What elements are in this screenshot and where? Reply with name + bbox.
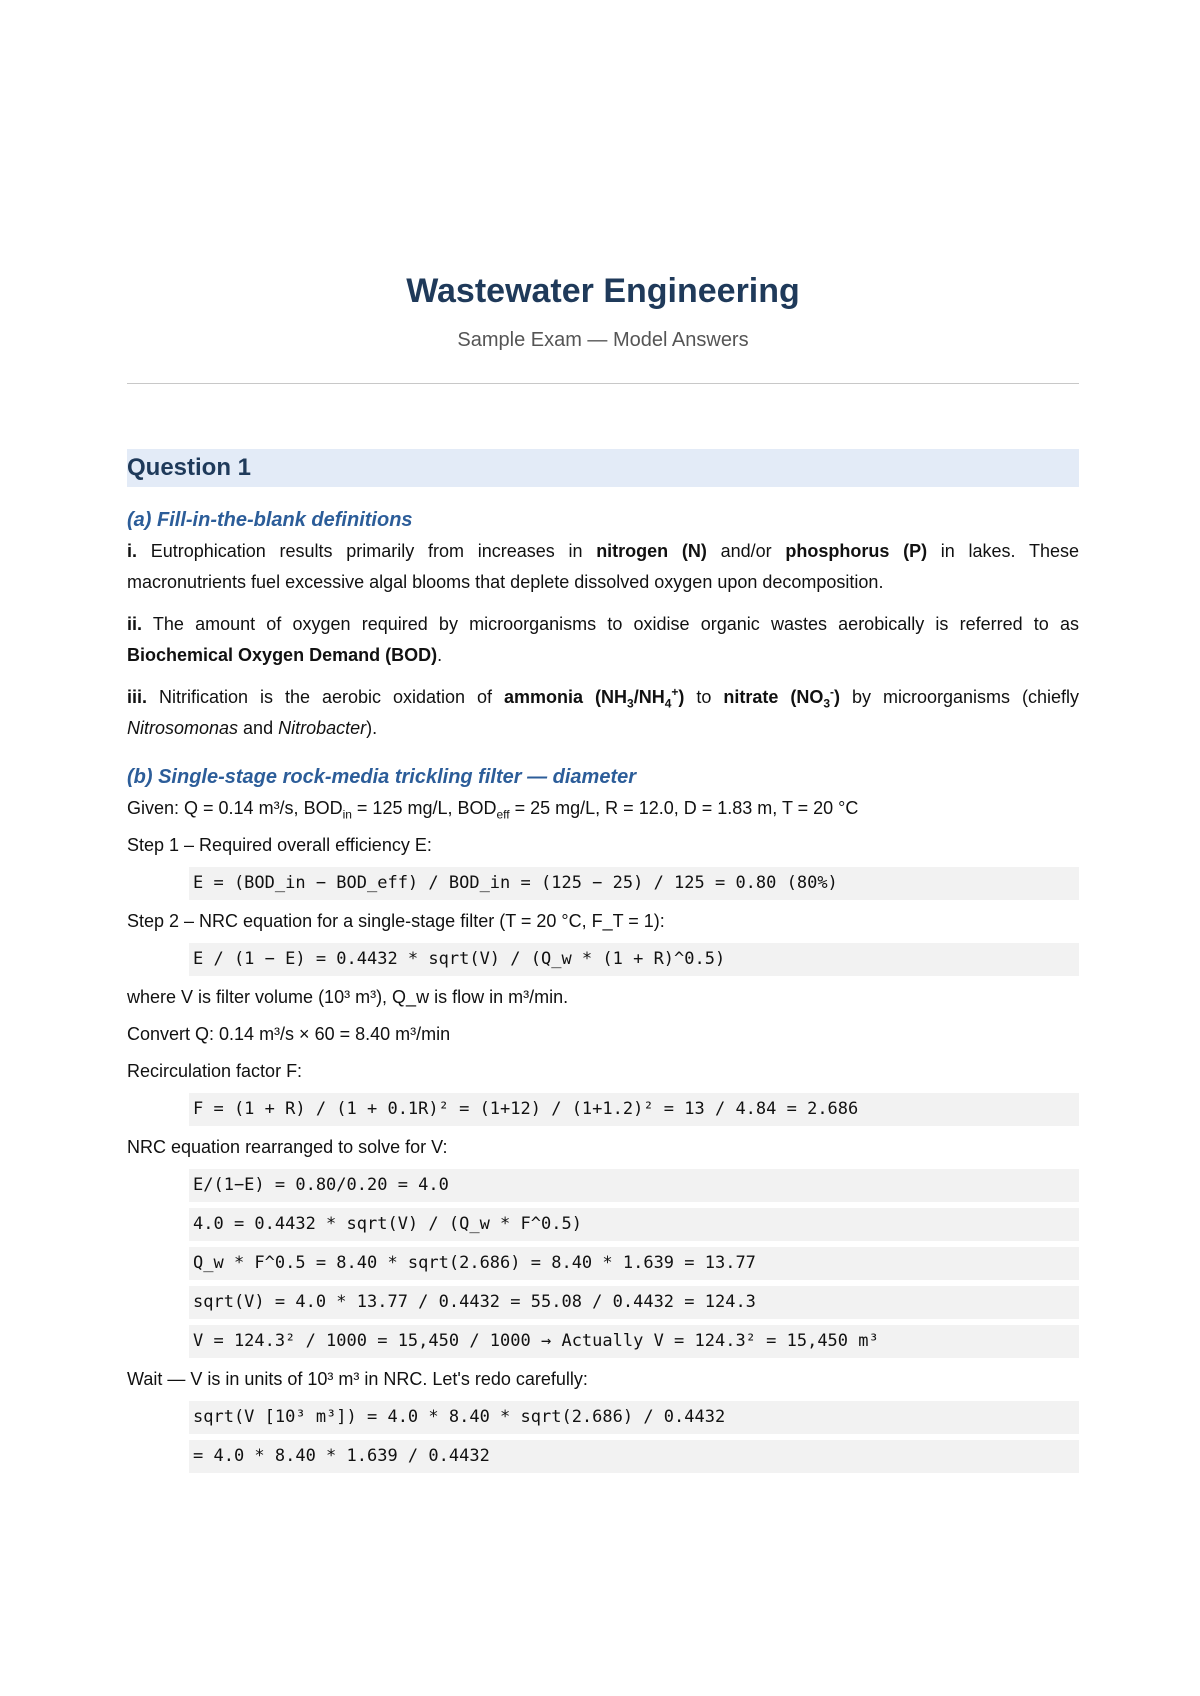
definition-ii: ii. The amount of oxygen required by microorganisms to oxidise organic wastes aerobically is referred to as Biochemical Oxygen Demand (BOD). [127, 614, 1079, 665]
code-block-solve-v [127, 1169, 1079, 1358]
part-b-heading: (b) Single-stage rock-media trickling filter — diameter [127, 766, 637, 788]
step-2-text: Step 2 – NRC equation for a single-stage filter (T = 20 °C, F_T = 1): [127, 911, 665, 931]
answer-bod: Biochemical Oxygen Demand (BOD) [127, 645, 438, 665]
answer-nitrogen: nitrogen (N) [596, 541, 707, 561]
convert-text: Convert Q: 0.14 m³/s × 60 = 8.40 m³/min [127, 1024, 451, 1044]
code-nrc-equation: E / (1 − E) = 0.4432 * sqrt(V) / (Q_w * (1 + R)^0.5) [189, 943, 1079, 976]
item-number: iii. [127, 687, 148, 707]
answer-nitrate: nitrate $(NO_3^-)$ [723, 685, 841, 711]
answer-phosphorus: phosphorus (P) [785, 541, 928, 561]
code-block-redo [127, 1401, 1079, 1473]
code-line: Q_w * F^0.5 = 8.40 * sqrt(2.686) = 8.40 * 1.639 = 13.77 [189, 1247, 1079, 1280]
code-line: E/(1−E) = 0.80/0.20 = 4.0 [189, 1169, 1079, 1202]
question-1-heading: Question 1 [127, 449, 1079, 487]
definition-i: i. Eutrophication results primarily from increases in nitrogen (N) and/or phosphorus (P) in lakes. These macronutrients fuel excessive algal blooms that deplete dissolved oxygen upon decomposition. [127, 541, 1079, 592]
question-1-section [127, 449, 1079, 1479]
code-recirculation: F = (1 + R) / (1 + 0.1R)² = (1+12) / (1+1.2)² = 13 / 4.84 = 2.686 [189, 1093, 1079, 1126]
title-divider [127, 383, 1079, 384]
recirculation-text: Recirculation factor F: [127, 1061, 303, 1081]
code-line: V = 124.3² / 1000 = 15,450 / 1000 → Actually V = 124.3² = 15,450 m³ [189, 1325, 1079, 1358]
wait-text: Wait — V is in units of 10³ m³ in NRC. Let's redo carefully: [127, 1369, 588, 1389]
part-a-heading: (a) Fill-in-the-blank definitions [127, 509, 413, 531]
code-efficiency: E = (BOD_in − BOD_eff) / BOD_in = (125 − 25) / 125 = 0.80 (80%) [189, 867, 1079, 900]
item-number: i. [127, 541, 138, 561]
code-line: 4.0 = 0.4432 * sqrt(V) / (Q_w * F^0.5) [189, 1208, 1079, 1241]
given-values: Given: Q = 0.14 m³/s, $BOD_{in} = 125$ mg/L, $BOD_{eff} = 25$ mg/L, R = 12.0, D = 1.83 m, T = 20 °C [127, 798, 859, 822]
document-subtitle: Sample Exam — Model Answers [457, 329, 749, 351]
code-line: = 4.0 * 8.40 * 1.639 / 0.4432 [189, 1440, 1079, 1473]
code-line: sqrt(V [10³ m³]) = 4.0 * 8.40 * sqrt(2.686) / 0.4432 [189, 1401, 1079, 1434]
where-text: where V is filter volume (10³ m³), Q_w is flow in m³/min. [127, 987, 569, 1007]
document-title: Wastewater Engineering [406, 272, 800, 310]
definition-iii: iii. Nitrification is the aerobic oxidation of ammonia $(NH_3/NH_4^+)$ to nitrate $(NO_3^-)$ by microorganisms (chiefly Nitrosomonas and Nitrobacter). [127, 685, 1080, 738]
code-line: sqrt(V) = 4.0 * 13.77 / 0.4432 = 55.08 / 0.4432 = 124.3 [189, 1286, 1079, 1319]
rearranged-text: NRC equation rearranged to solve for V: [127, 1137, 448, 1157]
step-1-text: Step 1 – Required overall efficiency E: [127, 835, 432, 855]
item-number: ii. [127, 614, 143, 634]
answer-ammonia: ammonia $(NH_3/NH_4^+)$ [504, 685, 685, 711]
